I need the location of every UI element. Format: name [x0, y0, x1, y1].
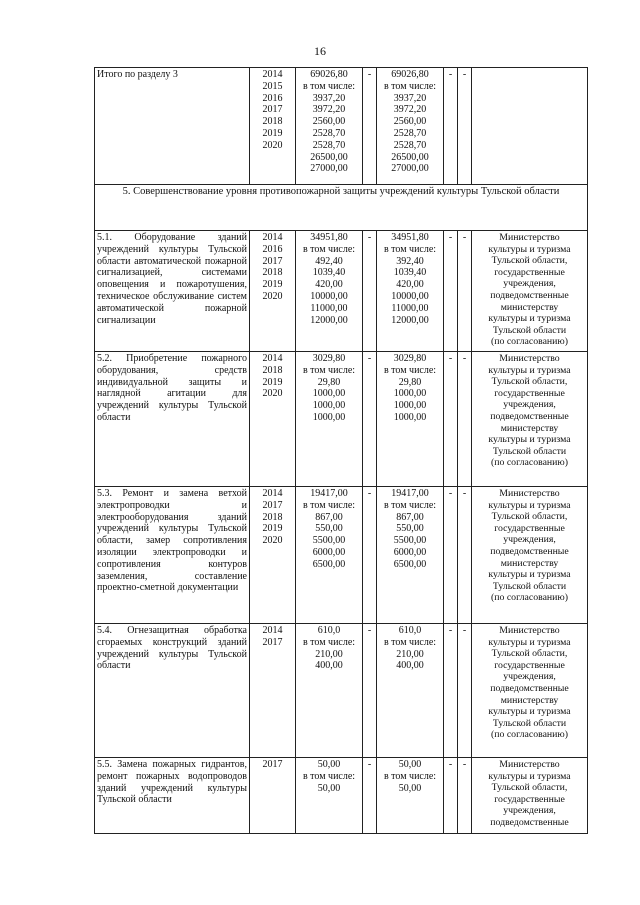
table-row	[95, 231, 588, 352]
municipal-budget-cell: -	[444, 624, 458, 758]
other-sources-cell: -	[458, 352, 472, 487]
cell-line: 12000,00	[391, 314, 429, 326]
cell-line: учреждения,	[503, 278, 556, 290]
cell-line: (по согласованию)	[490, 729, 569, 741]
municipal-budget-cell: -	[444, 231, 458, 352]
measure-name-cell: 5.1. Оборудование зданий учреждений культуры Тульской области автоматической пожарной сигнализацией, системами оповещения и пожаротушения, техническое обслуживание систем автоматической пожарной сигнализации	[95, 231, 250, 352]
cell-line: 210,00	[315, 648, 343, 660]
cell-line: 50,00	[317, 759, 341, 770]
cell-line: культуры и туризма	[488, 706, 571, 718]
executor-cell	[472, 487, 588, 624]
cell-line: 2017	[262, 759, 283, 770]
cell-line: 2017	[262, 255, 283, 267]
cell-line: 867,00	[396, 511, 424, 523]
cell-line: 2018	[262, 116, 283, 128]
cell-line: 29,80	[317, 376, 341, 388]
other-sources-cell: -	[458, 68, 472, 185]
cell-line: 400,00	[396, 660, 424, 672]
cell-line: 2020	[262, 388, 283, 400]
cell-line: 2528,70	[312, 127, 346, 139]
cell-line: культуры и туризма	[488, 243, 571, 255]
cell-line: 1000,00	[393, 411, 427, 423]
cell-line: 2528,70	[393, 127, 427, 139]
cell-line: 69026,80	[391, 69, 429, 80]
cell-line: Тульской области,	[491, 782, 568, 794]
cell-line: 610,0	[317, 625, 341, 636]
measure-name-cell: 5.3. Ремонт и замена ветхой электропроводки и электрооборудования зданий учреждений культуры Тульской области, замер сопротивления изоляции электропроводки и сопротивления контуров заземления, составление проектно-сметной документации	[95, 487, 250, 624]
cell-line: Министерство	[499, 488, 560, 499]
cell-line: 2014	[262, 353, 283, 364]
years-cell	[250, 487, 296, 624]
cell-line: в том числе:	[302, 770, 356, 782]
cell-line: министерству	[500, 694, 559, 706]
executor-cell	[472, 68, 588, 185]
cell-line: 3972,20	[312, 104, 346, 116]
cell-line: 1039,40	[312, 267, 346, 279]
cell-line: 400,00	[315, 660, 343, 672]
cell-line: государственные	[494, 659, 565, 671]
federal-budget-cell: -	[363, 758, 377, 834]
program-table	[94, 67, 588, 834]
regional-budget-cell	[377, 352, 444, 487]
cell-line: 3029,80	[312, 353, 346, 364]
cell-line: 50,00	[398, 759, 422, 770]
executor-cell	[472, 758, 588, 834]
total-amount-cell	[296, 352, 363, 487]
cell-line: 5500,00	[312, 535, 346, 547]
cell-line: 10000,00	[310, 290, 348, 302]
cell-line: 550,00	[396, 523, 424, 535]
cell-line: 3937,20	[312, 92, 346, 104]
cell-line: в том числе:	[383, 499, 437, 511]
page-number: 16	[314, 44, 326, 58]
regional-budget-cell	[377, 487, 444, 624]
cell-line: 1000,00	[312, 400, 346, 412]
federal-budget-cell: -	[363, 624, 377, 758]
other-sources-cell: -	[458, 758, 472, 834]
cell-line: 610,0	[398, 625, 422, 636]
cell-line: 1000,00	[312, 388, 346, 400]
cell-line: 2560,00	[312, 116, 346, 128]
cell-line: 2020	[262, 535, 283, 547]
cell-line: Тульской области,	[491, 376, 568, 388]
cell-line: в том числе:	[383, 364, 437, 376]
regional-budget-cell	[377, 624, 444, 758]
federal-budget-cell: -	[363, 231, 377, 352]
measure-name-cell: 5.4. Огнезащитная обработка сгораемых конструкций зданий учреждений культуры Тульской области	[95, 624, 250, 758]
cell-line: 2015	[262, 80, 283, 92]
cell-line: 3937,20	[393, 92, 427, 104]
cell-line: Министерство	[499, 625, 560, 636]
years-cell	[250, 231, 296, 352]
cell-line: учреждения,	[503, 399, 556, 411]
cell-line: учреждения,	[503, 671, 556, 683]
cell-line: 2014	[262, 625, 283, 636]
cell-line: 2018	[262, 267, 283, 279]
cell-line: 2018	[262, 511, 283, 523]
measure-name-cell: 5.5. Замена пожарных гидрантов, ремонт пожарных водопроводов зданий учреждений культуры Тульской области	[95, 758, 250, 834]
cell-line: (по согласованию)	[490, 336, 569, 348]
measure-name-cell: Итого по разделу 3	[95, 68, 250, 185]
cell-line: 34951,80	[310, 232, 348, 243]
table-row	[95, 68, 588, 185]
cell-line: 2017	[262, 499, 283, 511]
measure-name-cell: 5.2. Приобретение пожарного оборудования, средств индивидуальной защиты и наглядной агитации для учреждений культуры Тульской области	[95, 352, 250, 487]
cell-line: подведомственные	[490, 816, 569, 828]
cell-line: подведомственные	[490, 545, 569, 557]
cell-line: в том числе:	[383, 636, 437, 648]
cell-line: культуры и туризма	[488, 636, 571, 648]
regional-budget-cell	[377, 231, 444, 352]
other-sources-cell: -	[458, 231, 472, 352]
cell-line: в том числе:	[302, 243, 356, 255]
cell-line: Тульской области	[492, 717, 567, 729]
regional-budget-cell	[377, 68, 444, 185]
cell-line: Тульской области	[492, 445, 567, 457]
cell-line: 2020	[262, 139, 283, 151]
table-row	[95, 487, 588, 624]
cell-line: в том числе:	[302, 636, 356, 648]
cell-line: 2014	[262, 488, 283, 499]
cell-line: подведомственные	[490, 410, 569, 422]
cell-line: (по согласованию)	[490, 457, 569, 469]
cell-line: культуры и туризма	[488, 569, 571, 581]
cell-line: 2019	[262, 127, 283, 139]
federal-budget-cell: -	[363, 68, 377, 185]
cell-line: Тульской области,	[491, 255, 568, 267]
cell-line: 2017	[262, 104, 283, 116]
federal-budget-cell: -	[363, 487, 377, 624]
cell-line: 19417,00	[391, 488, 429, 499]
cell-line: 2019	[262, 376, 283, 388]
cell-line: 34951,80	[391, 232, 429, 243]
cell-line: Тульской области,	[491, 511, 568, 523]
cell-line: 2019	[262, 279, 283, 291]
cell-line: в том числе:	[383, 80, 437, 92]
cell-line: 420,00	[315, 279, 343, 291]
cell-line: 2017	[262, 636, 283, 648]
cell-line: 2019	[262, 523, 283, 535]
cell-line: 26500,00	[310, 151, 348, 163]
total-amount-cell	[296, 68, 363, 185]
municipal-budget-cell: -	[444, 487, 458, 624]
cell-line: подведомственные	[490, 682, 569, 694]
total-amount-cell	[296, 231, 363, 352]
cell-line: 2014	[262, 232, 283, 243]
cell-line: учреждения,	[503, 534, 556, 546]
cell-line: в том числе:	[302, 80, 356, 92]
cell-line: министерству	[500, 422, 559, 434]
cell-line: 210,00	[396, 648, 424, 660]
cell-line: 11000,00	[310, 302, 348, 314]
cell-line: 1000,00	[393, 388, 427, 400]
cell-line: 2528,70	[312, 139, 346, 151]
cell-line: министерству	[500, 301, 559, 313]
years-cell	[250, 624, 296, 758]
cell-line: учреждения,	[503, 805, 556, 817]
years-cell	[250, 352, 296, 487]
cell-line: 392,40	[396, 255, 424, 267]
regional-budget-cell	[377, 758, 444, 834]
cell-line: 6500,00	[393, 558, 427, 570]
cell-line: 50,00	[398, 782, 422, 794]
total-amount-cell	[296, 758, 363, 834]
cell-line: культуры и туризма	[488, 499, 571, 511]
cell-line: 6500,00	[312, 558, 346, 570]
years-cell	[250, 758, 296, 834]
cell-line: культуры и туризма	[488, 364, 571, 376]
cell-line: 26500,00	[391, 151, 429, 163]
cell-line: 2020	[262, 290, 283, 302]
years-cell	[250, 68, 296, 185]
cell-line: 2016	[262, 243, 283, 255]
cell-line: 3972,20	[393, 104, 427, 116]
other-sources-cell: -	[458, 624, 472, 758]
table-body	[95, 68, 588, 834]
total-amount-cell	[296, 624, 363, 758]
cell-line: Министерство	[499, 759, 560, 770]
cell-line: 420,00	[396, 279, 424, 291]
cell-line: 50,00	[317, 782, 341, 794]
table-row	[95, 352, 588, 487]
cell-line: 27000,00	[391, 163, 429, 175]
cell-line: в том числе:	[383, 770, 437, 782]
cell-line: (по согласованию)	[490, 592, 569, 604]
municipal-budget-cell: -	[444, 68, 458, 185]
cell-line: в том числе:	[302, 499, 356, 511]
cell-line: министерству	[500, 557, 559, 569]
cell-line: Тульской области	[492, 580, 567, 592]
table-row	[95, 624, 588, 758]
cell-line: государственные	[494, 387, 565, 399]
cell-line: 10000,00	[391, 290, 429, 302]
cell-line: 27000,00	[310, 163, 348, 175]
cell-line: государственные	[494, 793, 565, 805]
cell-line: 492,40	[315, 255, 343, 267]
cell-line: культуры и туризма	[488, 434, 571, 446]
cell-line: 2018	[262, 364, 283, 376]
cell-line: Министерство	[499, 232, 560, 243]
other-sources-cell: -	[458, 487, 472, 624]
cell-line: 550,00	[315, 523, 343, 535]
cell-line: в том числе:	[383, 243, 437, 255]
cell-line: государственные	[494, 266, 565, 278]
cell-line: подведомственные	[490, 289, 569, 301]
section-title: 5. Совершенствование уровня противопожарной защиты учреждений культуры Тульской области	[95, 185, 588, 231]
cell-line: Тульской области,	[491, 648, 568, 660]
cell-line: 2560,00	[393, 116, 427, 128]
cell-line: 5500,00	[393, 535, 427, 547]
cell-line: культуры и туризма	[488, 313, 571, 325]
cell-line: 6000,00	[393, 546, 427, 558]
cell-line: Тульской области	[492, 324, 567, 336]
section-header-row	[95, 185, 588, 231]
cell-line: 29,80	[398, 376, 422, 388]
municipal-budget-cell: -	[444, 758, 458, 834]
cell-line: 3029,80	[393, 353, 427, 364]
executor-cell	[472, 231, 588, 352]
cell-line: культуры и туризма	[488, 770, 571, 782]
federal-budget-cell: -	[363, 352, 377, 487]
cell-line: 6000,00	[312, 546, 346, 558]
cell-line: 1000,00	[312, 411, 346, 423]
cell-line: 19417,00	[310, 488, 348, 499]
cell-line: 2014	[262, 69, 283, 80]
total-amount-cell	[296, 487, 363, 624]
cell-line: 2016	[262, 92, 283, 104]
municipal-budget-cell: -	[444, 352, 458, 487]
cell-line: 12000,00	[310, 314, 348, 326]
cell-line: 1039,40	[393, 267, 427, 279]
cell-line: государственные	[494, 522, 565, 534]
cell-line: в том числе:	[302, 364, 356, 376]
cell-line: 867,00	[315, 511, 343, 523]
executor-cell	[472, 352, 588, 487]
cell-line: Министерство	[499, 353, 560, 364]
executor-cell	[472, 624, 588, 758]
cell-line: 11000,00	[391, 302, 429, 314]
cell-line: 1000,00	[393, 400, 427, 412]
cell-line: 2528,70	[393, 139, 427, 151]
cell-line: 69026,80	[310, 69, 348, 80]
table-row	[95, 758, 588, 834]
